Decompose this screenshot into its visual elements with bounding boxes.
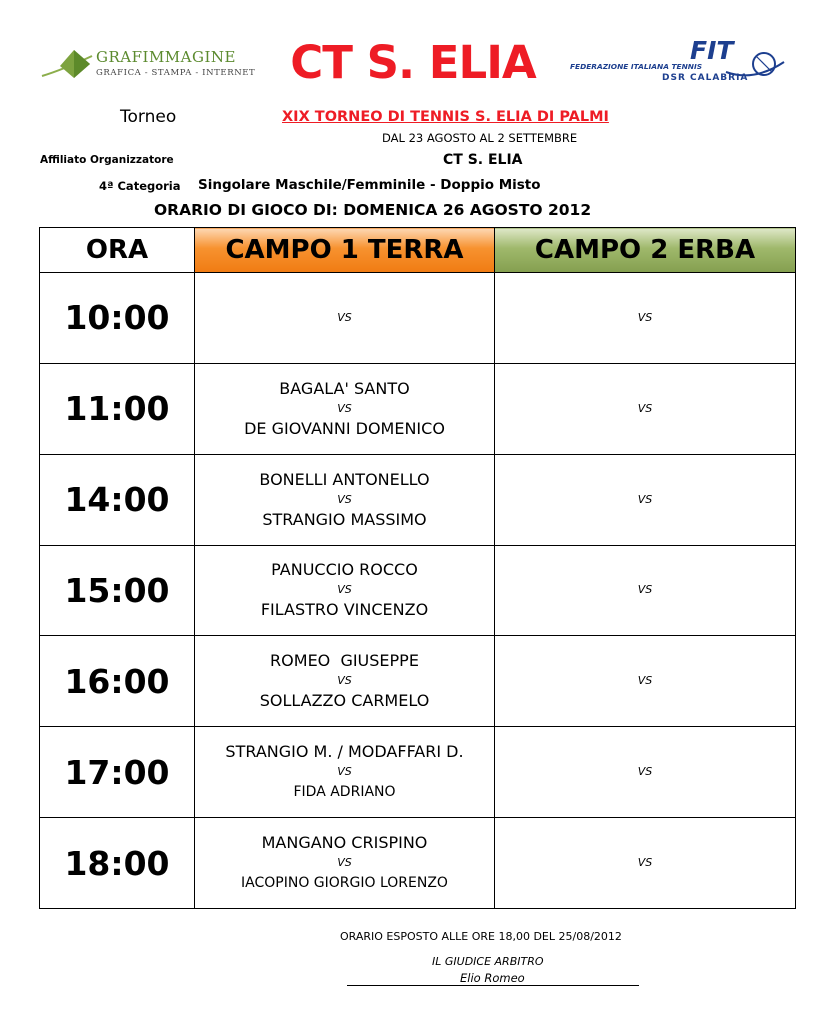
campo2-cell [495,363,796,454]
judge-label: IL GIUDICE ARBITRO [432,955,544,968]
campo1-cell [195,545,495,636]
affiliato-name: CT S. ELIA [443,152,523,168]
player-2: FILASTRO VINCENZO [260,600,429,620]
player-2 [495,872,795,894]
vs-label: VS [637,583,653,597]
vs-label: VS [337,492,352,506]
header-ora: ORA [40,228,195,273]
campo2-cell [495,273,796,364]
time-cell: 17:00 [40,727,195,818]
tournament-dates: DAL 23 AGOSTO AL 2 SETTEMBRE [382,131,578,145]
player-1 [495,832,795,854]
player-2 [195,327,494,349]
player-1 [495,741,795,763]
player-1 [495,287,795,309]
player-2 [495,327,795,349]
campo2-cell [495,727,796,818]
header-campo1: CAMPO 1 TERRA [195,228,495,273]
categoria-value: Singolare Maschile/Femminile - Doppio Misto [198,177,541,193]
player-2: SOLLAZZO CARMELO [259,691,430,711]
player-1: STRANGIO M. / MODAFFARI D. [225,742,464,762]
player-1: MANGANO CRISPINO [261,833,428,853]
campo2-cell [495,636,796,727]
leaf-icon [38,44,94,84]
table-row [40,818,796,909]
campo1-cell [195,818,495,909]
player-2 [495,690,795,712]
signature-line [347,985,639,986]
page-title: CT S. ELIA [290,36,536,89]
campo1-cell [195,727,495,818]
player-1 [195,287,494,309]
player-2: STRANGIO MASSIMO [262,509,427,529]
time-cell: 15:00 [40,545,195,636]
table-row [40,545,796,636]
posting-note: ORARIO ESPOSTO ALLE ORE 18,00 DEL 25/08/2012 [340,930,622,943]
grafimmagine-tagline: GRAFICA - STAMPA - INTERNET [96,68,256,78]
player-1 [495,559,795,581]
fit-logo [566,36,791,88]
table-row [40,454,796,545]
grafimmagine-logo [38,44,258,86]
torneo-name: XIX TORNEO DI TENNIS S. ELIA DI PALMI [282,109,609,125]
table-row [40,727,796,818]
player-2: IACOPINO GIORGIO LORENZO [241,875,448,892]
player-1 [495,378,795,400]
player-1: BONELLI ANTONELLO [259,469,430,489]
player-1 [495,650,795,672]
campo1-cell [195,273,495,364]
time-cell: 14:00 [40,454,195,545]
player-2 [495,781,795,803]
affiliato-label: Affiliato Organizzatore [40,154,174,166]
campo2-cell [495,454,796,545]
vs-label: VS [637,765,653,779]
vs-label: VS [337,310,352,324]
vs-label: VS [637,674,653,688]
fit-mark: FIT [690,36,734,65]
player-2 [495,599,795,621]
player-2: DE GIOVANNI DOMENICO [244,418,445,438]
time-cell: 18:00 [40,818,195,909]
fit-federation: FEDERAZIONE ITALIANA TENNIS [570,62,703,71]
grafimmagine-brand: GRAFIMMAGINE [96,48,236,66]
player-1: ROMEO GIUSEPPE [270,651,419,671]
campo1-cell [195,636,495,727]
vs-label: VS [637,401,653,415]
player-2: FIDA ADRIANO [293,784,396,801]
campo2-cell [495,545,796,636]
vs-label: VS [637,492,653,506]
vs-label: VS [637,310,653,324]
player-2 [495,509,795,531]
tennis-ball-swoosh-icon [724,48,788,88]
player-1: BAGALA' SANTO [279,378,410,398]
player-1 [495,469,795,491]
campo1-cell [195,454,495,545]
campo2-cell [495,818,796,909]
schedule-title: ORARIO DI GIOCO DI: DOMENICA 26 AGOSTO 2012 [154,201,592,219]
header-campo2: CAMPO 2 ERBA [495,228,796,273]
table-row [40,363,796,454]
vs-label: VS [337,674,352,688]
table-row [40,273,796,364]
table-header-row [40,228,796,273]
player-1: PANUCCIO ROCCO [271,560,418,580]
player-2 [495,418,795,440]
vs-label: VS [337,856,352,870]
table-row [40,636,796,727]
vs-label: VS [337,401,352,415]
vs-label: VS [337,765,352,779]
categoria-label: 4ª Categoria [99,179,181,193]
time-cell: 10:00 [40,273,195,364]
judge-name: Elio Romeo [460,971,525,985]
schedule-table [39,227,796,909]
campo1-cell [195,363,495,454]
fit-region: DSR CALABRIA [662,73,749,83]
time-cell: 11:00 [40,363,195,454]
vs-label: VS [337,583,352,597]
vs-label: VS [637,856,653,870]
torneo-label: Torneo [120,107,177,127]
time-cell: 16:00 [40,636,195,727]
